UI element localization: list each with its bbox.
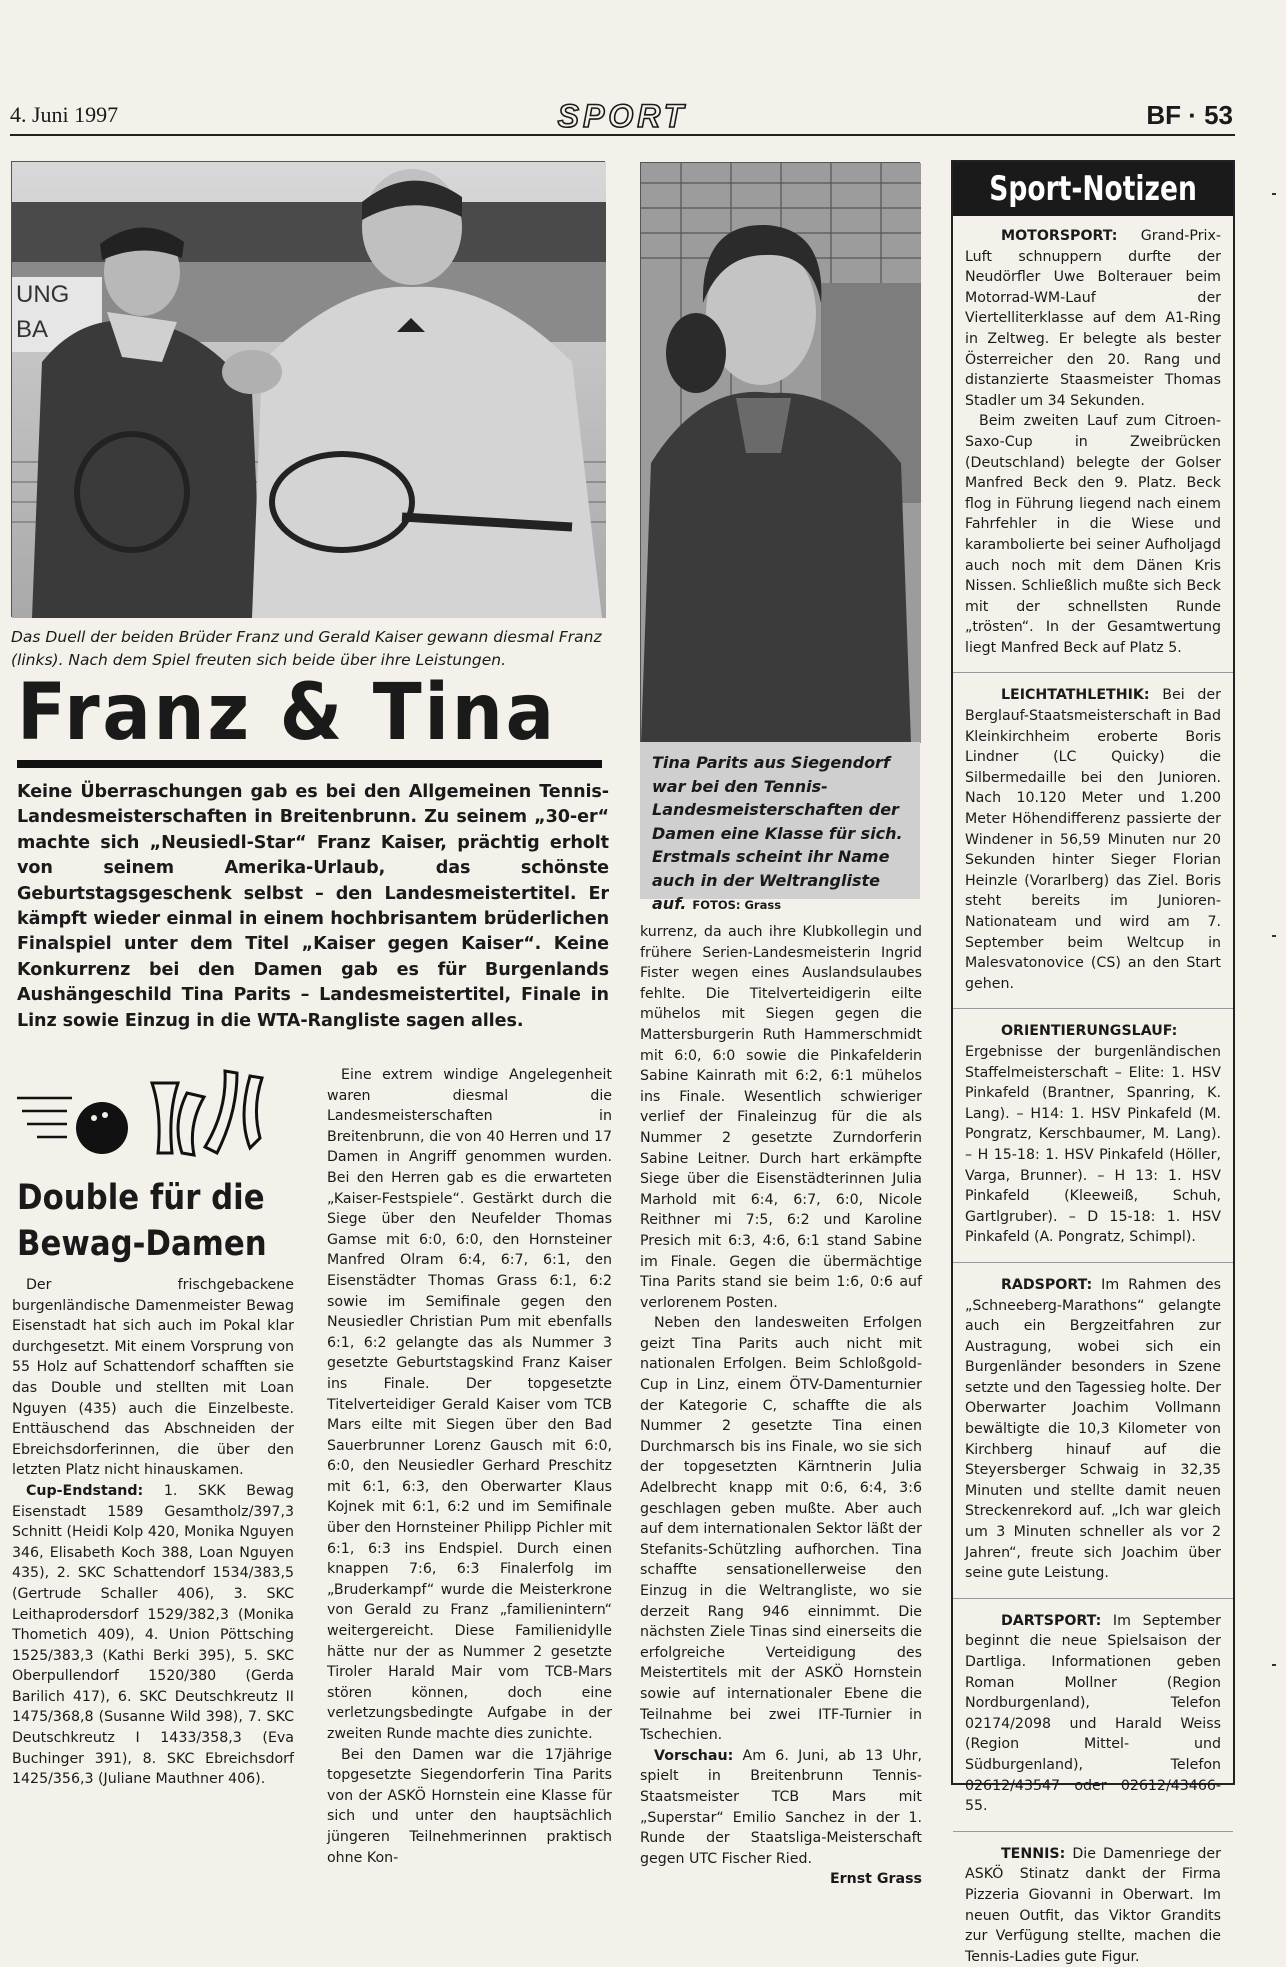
- vorschau-label: Vorschau:: [654, 1747, 734, 1764]
- sidebar-title: [953, 162, 1233, 216]
- photo-tina-illustration: [641, 163, 921, 743]
- cup-endstand-label: Cup-Endstand:: [26, 1482, 144, 1499]
- note-text: Beim zweiten Lauf zum Citroen-Saxo-Cup in Zweibrücken (Deutschland) belegte der Golser Manfred Beck den 9. Platz. Beck flog in Führung liegend nach einem Fahrfehler in die Wiese und karambolierte bei seiner Aufholjagd auch noch mit dem Dänen Kris Nissen. Schließlich mußte sich Beck mit der schnellsten Runde „trösten“. In der Gesamtwertung liegt Manfred Beck auf Platz 5.: [965, 413, 1221, 656]
- article-paragraph: kurrenz, da auch ihre Klubkollegin und frühere Serien-Landesmeisterin Ingrid Fister wegen eines Auslandsulaubes fehlte. Die Titelverteidigerin eilte mühelos mit Siegen gegen die Mattersburgerin Ruth Hammerschmidt mit 6:0, 6:0 sowie die Pinkafelderin Sabine Kainrath mit 6:2, 6:1 mühelos ins Finale. Wesentlich schwieriger verlief der Finaleinzug für die als Nummer 2 gesetzte Zurndorferin Sabine Leitner. Durch hart erkämpfte Siege über die Eisenstädterinnen Julia Marhold mit 6:4, 6:7, 6:0, Nicole Reithner mi 7:5, 6:2 und Karoline Presich mit 6:3, 4:6, 6:1 stand Sabine im Finale. Gegen die übermächtige Tina Parits stand sie beim 1:6, 0:6 auf verlorenem Posten.: [640, 924, 922, 1311]
- article-paragraph: Neben den landesweiten Erfolgen geizt Tina Parits auch nicht mit nationalen Erfolgen. Beim Schloßgold-Cup in Linz, einem ÖTV-Damenturnier der Kategorie C, schaffte die als Nummer 2 gesetzte Tina einen Durchmarsch bis ins Finale, wo sie sich der topgesetzten Kärntnerin Julia Adelbrecht knapp mit 0:6, 6:4, 3:6 geschlagen geben mußte. Aber auch auf dem internationalen Sektor läßt der Stefanits-Schützling aufhorchen. Tina schaffte sensationellerweise den Einzug in die Weltrangliste, wo sie derzeit Rang 946 einnimmt. Die nächsten Ziele Tinas sind einerseits die erfolgreiche Verteidigung des Meistertitels mit der ASKÖ Hornstein sowie auf internationaler Ebene die Teilnahme bei zwei ITF-Turnier in Tschechien.: [640, 1315, 922, 1744]
- note-text: Im September beginnt die neue Spielsaison der Dartliga. Informationen geben Roman Mollner (Region Nordburgenland), Telefon 02174/2098 und Harald Weiss (Region Mittel- und Südburgenland), Telefon 02612/43547 oder 02612/43466-55.: [965, 1612, 1221, 1815]
- margin-mark: [1272, 935, 1276, 937]
- note-keyword: LEICHTATHLETHIK:: [1001, 687, 1150, 704]
- photo-tina-parits: [640, 162, 920, 742]
- note-divider: [953, 672, 1233, 673]
- bewag-paragraph: Der frischgebackene burgenländische Damenmeister Bewag Eisenstadt hat sich auch im Pokal klar durchgesetzt. Mit einem Vorsprung von 55 Holz auf Schattendorf schafften sie das Double und stellten mit Loan Nguyen (435) auch die Einzelbeste. Enttäuschend das Abschneiden der Ebreichsdorferinnen, die über den letzten Platz nicht hinauskamen.: [12, 1277, 294, 1479]
- margin-mark: [1272, 1664, 1276, 1666]
- page-number: BF · 53: [1146, 100, 1233, 130]
- note-tennis: [965, 1844, 1221, 1967]
- bowling-icon: [12, 1063, 282, 1168]
- sidebar-notes: [953, 216, 1233, 1967]
- article-column-2: [327, 1065, 612, 1868]
- photo-kaiser-brothers: [11, 161, 605, 617]
- photo1-caption: Das Duell der beiden Brüder Franz und Gerald Kaiser gewann diesmal Franz (links). Nach dem Spiel freuten sich beide über ihre Leistungen.: [11, 628, 602, 669]
- note-text: Bei der Berglauf-Staatsmeisterschaft in Bad Kleinkirchheim eroberte Boris Lindner (LC Quicky) die Silbermedaille bei den Junioren. Nach 10.120 Meter und 1.200 Meter Höhendifferenz passierte der Windener in 56,59 Minuten nur 20 Sekunden hinter Sieger Florian Heinzle (Vorarlberg) das Ziel. Boris steht bereits im Junioren-Nationateam und wird am 7. September beim Weltcup in Malesvatonovice (CS) an den Start gehen.: [965, 687, 1221, 992]
- svg-text:BA: BA: [16, 316, 49, 343]
- article-paragraph: Bei den Damen war die 17jährige topgesetzte Siegendorferin Tina Parits von der ASKÖ Hornstein eine Klasse für sich und unter den hauptsächlich jüngeren Teilnehmerinnen praktisch ohne Kon-: [327, 1746, 612, 1866]
- sign-text: UNG: [16, 281, 70, 308]
- photo2-caption-text: Tina Parits aus Siegendorf war bei den Tennis-Landesmeisterschaften der Damen eine Klasse für sich. Erstmals scheint ihr Name auch in der Weltrangliste auf.: [652, 753, 903, 913]
- note-text: Grand-Prix-Luft schnuppern durfte der Neudörfler Uwe Bolterauer beim Motorrad-WM-Lauf der Viertelliterklasse auf dem A1-Ring in Zeltweg. Er belegte als bester Österreicher den 20. Rang und distanzierte Staasmeister Thomas Stadler um 34 Sekunden.: [965, 228, 1221, 409]
- note-keyword: RADSPORT:: [1001, 1276, 1093, 1293]
- note-radsport: [965, 1275, 1221, 1584]
- margin-mark: [1272, 193, 1276, 195]
- note-orientierungslauf: [965, 1021, 1221, 1248]
- note-keyword: DARTSPORT:: [1001, 1612, 1102, 1629]
- headline-rule: [17, 760, 602, 768]
- note-divider: [953, 1262, 1233, 1263]
- photo-credit: FOTOS: Grass: [692, 898, 782, 912]
- section-title: SPORT: [557, 98, 688, 134]
- vorschau-text: Am 6. Juni, ab 13 Uhr, spielt in Breitenbrunn Tennis-Staatsmeister TCB Mars mit „Superstar“ Emilio Sanchez in der 1. Runde der Staatsliga-Meisterschaft gegen UTC Fischer Ried.: [640, 1747, 922, 1867]
- bewag-headline: Double für die Bewag-Damen: [17, 1178, 267, 1264]
- article-headline: Franz & Tina: [17, 668, 557, 758]
- note-text: Im Rahmen des „Schneeberg-Marathons“ gelangte auch ein Bergzeitfahren zur Austragung, wobei sich ein Burgenländer besonders in Szene setzte und den Tagessieg holte. Der Oberwarter Joachim Vollmann bewältigte die 10,3 Kilometer von Kirchberg hinauf auf die Steyersberger Schwaig in 32,35 Minuten und stellte damit neuen Streckenrekord auf. „Ich war gleich um 3 Minuten schneller als vor 2 Jahren“, freute sich Joachim über seine gute Leistung.: [965, 1276, 1221, 1582]
- sidebar-title-text: Sport-Notizen: [989, 169, 1197, 209]
- issue-date: 4. Juni 1997: [10, 102, 119, 127]
- page-header: [10, 98, 1235, 138]
- bewag-column: [12, 1275, 294, 1790]
- note-text: Die Damenriege der ASKÖ Stinatz dankt der Firma Pizzeria Giovanni in Oberwart. Im neuen Outfit, das Viktor Grandits zur Verfügung stellte, machen die Tennis-Ladies gute Figur.: [965, 1845, 1221, 1965]
- note-keyword: MOTORSPORT:: [1001, 228, 1118, 244]
- note-leichtathletik: [965, 685, 1221, 994]
- note-divider: [953, 1831, 1233, 1832]
- cup-endstand-text: 1. SKK Bewag Eisenstadt 1589 Gesamtholz/397,3 Schnitt (Heidi Kolp 420, Monika Nguyen 346, Elisabeth Koch 388, Loan Nguyen 435), 2. SKC Schattendorf 1534/383,5 (Gertrude Schaller 406), 3. SKC Leithaprodersdorf 1529/382,3 (Monika Thometich 409), 4. Union Pöttsching 1525/383,3 (Kathi Berki 395), 5. SKC Oberpullendorf 1520/380 (Gerda Barilich 417), 6. SKC Deutschkreutz II 1475/368,8 (Susanne Wild 398), 7. SKC Deutschkreutz I 1433/358,3 (Eva Buchinger 391), 8. SKC Ebreichsdorf 1425/356,3 (Juliane Mauthner 406).: [12, 1482, 294, 1788]
- note-dartsport: [965, 1611, 1221, 1817]
- article-lead: Keine Überraschungen gab es bei den Allgemeinen Tennis-Landesmeisterschaften in Breitenbrunn. Zu seinem „30-er“ machte sich „Neusiedl-Star“ Franz Kaiser, prächtig erholt von seinem Amerika-Urlaub, das schönste Geburtstagsgeschenk selbst – den Landesmeistertitel. Er kämpft wieder einmal in einem hochbrisantem brüderlichen Finalspiel unter dem Titel „Kaiser gegen Kaiser“. Keine Konkurrenz bei den Damen gab es für Burgenlands Aushängeschild Tina Parits – Landesmeistertitel, Finale in Linz sowie Einzug in die WTA-Rangliste sagen alles.: [17, 782, 609, 1031]
- note-keyword: ORIENTIERUNGSLAUF:: [1001, 1023, 1178, 1040]
- photo-kaiser-illustration: [12, 162, 606, 618]
- article-author: Ernst Grass: [829, 1871, 922, 1888]
- article-paragraph: Eine extrem windige Angelegenheit waren diesmal die Landesmeisterschaften in Breitenbrunn, die von 40 Herren und 17 Damen in Angriff genommen wurden. Bei den Herren gab es die erwarteten „Kaiser-Festspiele“. Gestärkt durch die Siege über den Neufelder Thomas Gamse mit 6:0, 6:0, den Hornsteiner Manfred Olram 6:4, 6:7, 6:1, den Eisenstädter Thomas Grass 6:1, 6:2 sowie im Semifinale gegen den Neusiedler Christian Pum mit ebenfalls 6:1, 6:2 gelangte das als Nummer 3 gesetzte Geburtstagskind Franz Kaiser ins Finale. Der topgesetzte Titelverteidiger Gerald Kaiser vom TCB Mars eilte mit Siegen über den Bad Sauerbrunner Lorenz Gausch mit 6:0, 6:0, den Neusiedler Gerhard Preschitz mit 6:1, 6:3, den Oberwarter Klaus Kojnek mit 6:1, 6:2 und im Semifinale über den Hornsteiner Philipp Pichler mit 6:1, 6:3 ins Endspiel. Durch einen knappen 7:6, 6:3 Finalerfolg im „Bruderkampf“ wurde die Meisterkrone von Gerald zu Franz „familienintern“ weitergereicht. Diese Familienidylle hätte nur der as Nummer 2 gesetzte Tiroler Harald Mair vom TCB-Mars stören können, doch eine verletzungsbedingte Aufgabe in der zweiten Runde machte dies zunichte.: [327, 1067, 612, 1742]
- article-column-3: [640, 922, 922, 1890]
- note-text: Ergebnisse der burgenländischen Staffelmeisterschaft – Elite: 1. HSV Pinkafeld (Brantner, Spanring, K. Lang). – H14: 1. HSV Pinkafeld (M. Pongratz, Kerschbaumer, M. Lang). – H 15-18: 1. HSV Pinkafeld (Höller, Varga, Brunner). – H 13: 1. HSV Pinkafeld (Kleeweiß, Schuh, Gartlgruber). – D 15-18: 1. HSV Pinkafeld (A. Pongratz, Schimpl).: [965, 1043, 1221, 1246]
- note-motorsport: [965, 226, 1221, 658]
- photo2-caption: [640, 742, 920, 913]
- note-divider: [953, 1008, 1233, 1009]
- note-divider: [953, 1598, 1233, 1599]
- note-keyword: TENNIS:: [1001, 1845, 1066, 1862]
- header-rule: [10, 134, 1235, 136]
- sport-notizen-box: [951, 160, 1235, 1965]
